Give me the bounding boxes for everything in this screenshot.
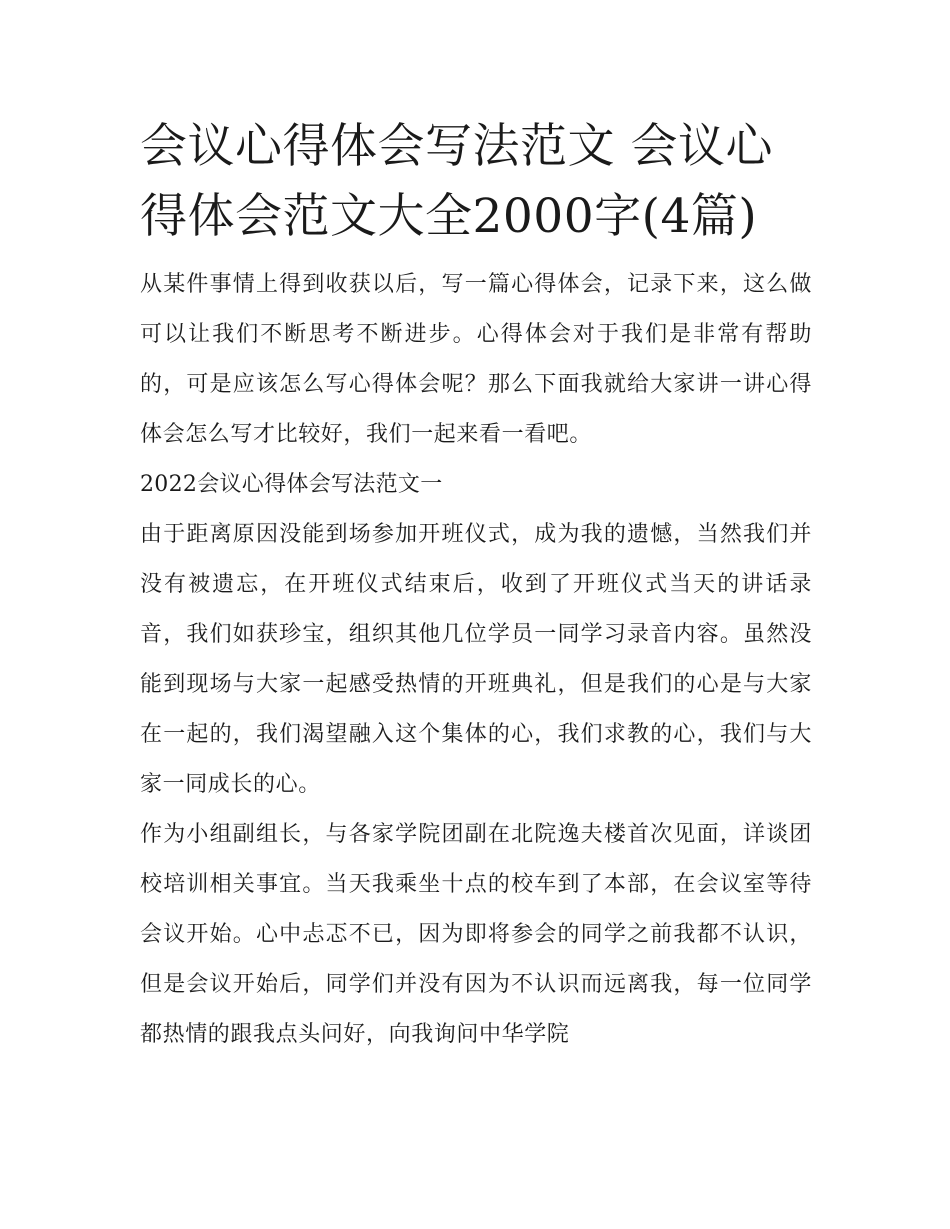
- section-heading: 2022会议心得体会写法范文一: [140, 472, 443, 497]
- intro-paragraph: 从某件事情上得到收获以后，写一篇心得体会，记录下来，这么做可以让我们不断思考不断进步。心得体会对于我们是非常有帮助的，可是应该怎么写心得体会呢？那么下面我就给大家讲一讲心得体会怎么写才比较好，我们一起来看一看吧。: [140, 272, 812, 447]
- body-paragraph-2: 作为小组副组长，与各家学院团副在北院逸夫楼首次见面，详谈团校培训相关事宜。当天我乘坐十点的校车到了本部，在会议室等待会议开始。心中忐忑不已，因为即将参会的同学之前我都不认识，但是会议开始后，同学们并没有因为不认识而远离我，每一位同学都热情的跟我点头问好，向我询问中华学院: [140, 822, 812, 1047]
- body-paragraph-1: 由于距离原因没能到场参加开班仪式，成为我的遗憾，当然我们并没有被遗忘，在开班仪式结束后，收到了开班仪式当天的讲话录音，我们如获珍宝，组织其他几位学员一同学习录音内容。虽然没能到现场与大家一起感受热情的开班典礼，但是我们的心是与大家在一起的，我们渴望融入这个集体的心，我们求教的心，我们与大家一同成长的心。: [140, 522, 812, 797]
- document-title: 会议心得体会写法范文 会议心得体会范文大全2000字(4篇): [140, 119, 773, 244]
- document-page: [140, 112, 812, 1060]
